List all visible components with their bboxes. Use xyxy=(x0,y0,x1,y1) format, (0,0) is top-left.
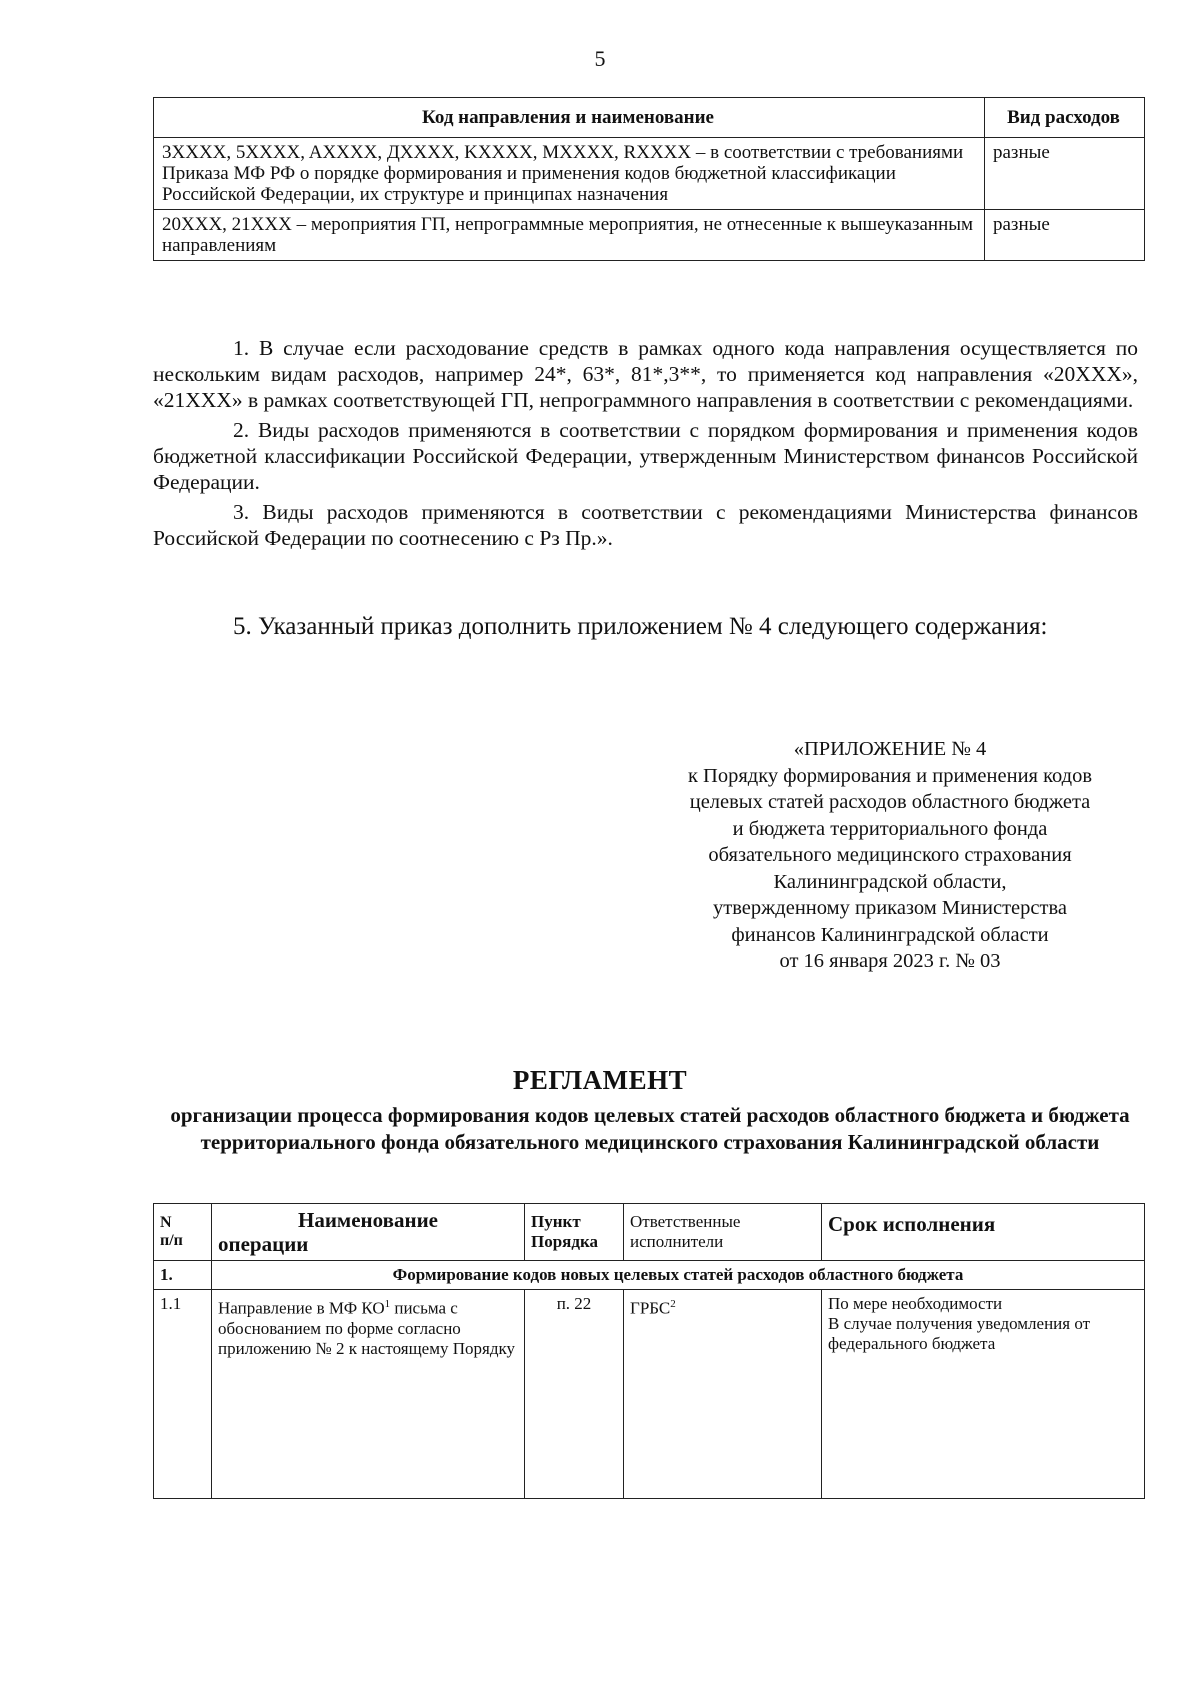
point-cell: п. 22 xyxy=(525,1290,624,1499)
term-cell xyxy=(822,1290,1145,1499)
term-line: По мере необходимости xyxy=(828,1294,1003,1313)
appendix-line: «ПРИЛОЖЕНИЕ № 4 xyxy=(793,738,987,760)
notes-section xyxy=(153,335,1138,555)
section-number: 1. xyxy=(154,1261,212,1290)
table-header-row xyxy=(154,1204,1145,1261)
appendix-line: обязательного медицинского страхования xyxy=(708,844,1072,866)
footnote-ref: 2 xyxy=(670,1298,676,1310)
table-row xyxy=(154,210,1145,261)
appendix-line: финансов Калининградской области xyxy=(731,923,1049,946)
table-header-row xyxy=(154,98,1145,138)
item-5-paragraph: 5. Указанный приказ дополнить приложением № 4 следующего содержания: xyxy=(233,613,1048,640)
expense-type-cell: разные xyxy=(985,138,1145,210)
header-name-line: операции xyxy=(218,1232,309,1256)
header-operation-name xyxy=(212,1204,525,1261)
row-number: 1.1 xyxy=(154,1290,212,1499)
responsible-cell xyxy=(624,1290,822,1499)
appendix-line: Калининградской области, xyxy=(773,870,1007,893)
operation-name-cell xyxy=(212,1290,525,1499)
header-name-line: Наименование xyxy=(298,1208,438,1232)
note-paragraph: 3. Виды расходов применяются в соответствии с рекомендациями Министерства финансов Российской Федерации по соотнесению с Рз Пр.». xyxy=(153,500,1138,550)
appendix-line: от 16 января 2023 г. № 03 xyxy=(779,950,1001,972)
header-responsible-line: исполнители xyxy=(630,1232,724,1251)
note-paragraph: 1. В случае если расходование средств в рамках одного кода направления осуществляется по нескольким видам расходов, например 24*, 63*, 81*,3**, то применяется код направления «20XXX», «21XXX» в рамках соответствующей ГП, непрограммного направления в соответствии с рекомендациями. xyxy=(153,336,1138,412)
appendix-line: к Порядку формирования и применения кодов xyxy=(687,764,1093,787)
section-row xyxy=(154,1261,1145,1290)
appendix-line: целевых статей расходов областного бюджета xyxy=(689,791,1091,813)
header-point-line: Порядка xyxy=(531,1232,599,1251)
header-point xyxy=(525,1204,624,1261)
regulation-table xyxy=(153,1203,1145,1499)
header-point-line: Пункт xyxy=(531,1212,581,1231)
direction-code-cell: 20XXX, 21XXX – мероприятия ГП, непрограммные мероприятия, не отнесенные к вышеуказанным направлениям xyxy=(154,210,985,261)
footnote-ref: 1 xyxy=(384,1298,391,1310)
operation-name-text: письма с обоснованием по форме согласно приложению № 2 к настоящему Порядку xyxy=(218,1298,515,1358)
regulation-title: РЕГЛАМЕНТ xyxy=(512,1065,688,1095)
expense-type-cell: разные xyxy=(985,210,1145,261)
header-responsible-line: Ответственные xyxy=(630,1212,741,1231)
directions-table xyxy=(153,97,1145,261)
header-code-name: Код направления и наименование xyxy=(154,98,985,138)
page-number: 5 xyxy=(594,46,606,71)
operation-name-text: Направление в МФ КО xyxy=(218,1298,385,1318)
header-number-line: N xyxy=(160,1214,172,1231)
term-line: В случае получения уведомления от федерального бюджета xyxy=(828,1314,1091,1353)
section-title: Формирование кодов новых целевых статей расходов областного бюджета xyxy=(212,1261,1145,1290)
header-number-line: п/п xyxy=(160,1232,183,1249)
responsible-text: ГРБС xyxy=(630,1298,671,1318)
table-row xyxy=(154,138,1145,210)
appendix-line: утвержденному приказом Министерства xyxy=(713,897,1067,919)
appendix-header xyxy=(630,736,1150,975)
regulation-subtitle: организации процесса формирования кодов целевых статей расходов областного бюджета и бюджета территориального фонда обязательного медицинского страхования Калининградской области xyxy=(170,1103,1130,1154)
table-row xyxy=(154,1290,1145,1499)
header-number xyxy=(154,1204,212,1261)
appendix-line: и бюджета территориального фонда xyxy=(732,817,1048,840)
header-term: Срок исполнения xyxy=(822,1204,1145,1261)
direction-code-cell: 3XXXX, 5XXXX, AXXXX, ДXXXX, KXXXX, MXXXX, RXXXX – в соответствии с требованиями Приказа МФ РФ о порядке формирования и применения кодов бюджетной классификации Российской Федерации, их структуре и принципах назначения xyxy=(154,138,985,210)
note-paragraph: 2. Виды расходов применяются в соответствии с порядком формирования и применения кодов бюджетной классификации Российской Федерации, утвержденным Министерством финансов Российской Федерации. xyxy=(153,418,1138,494)
header-responsible xyxy=(624,1204,822,1261)
header-expense-type: Вид расходов xyxy=(985,98,1145,138)
